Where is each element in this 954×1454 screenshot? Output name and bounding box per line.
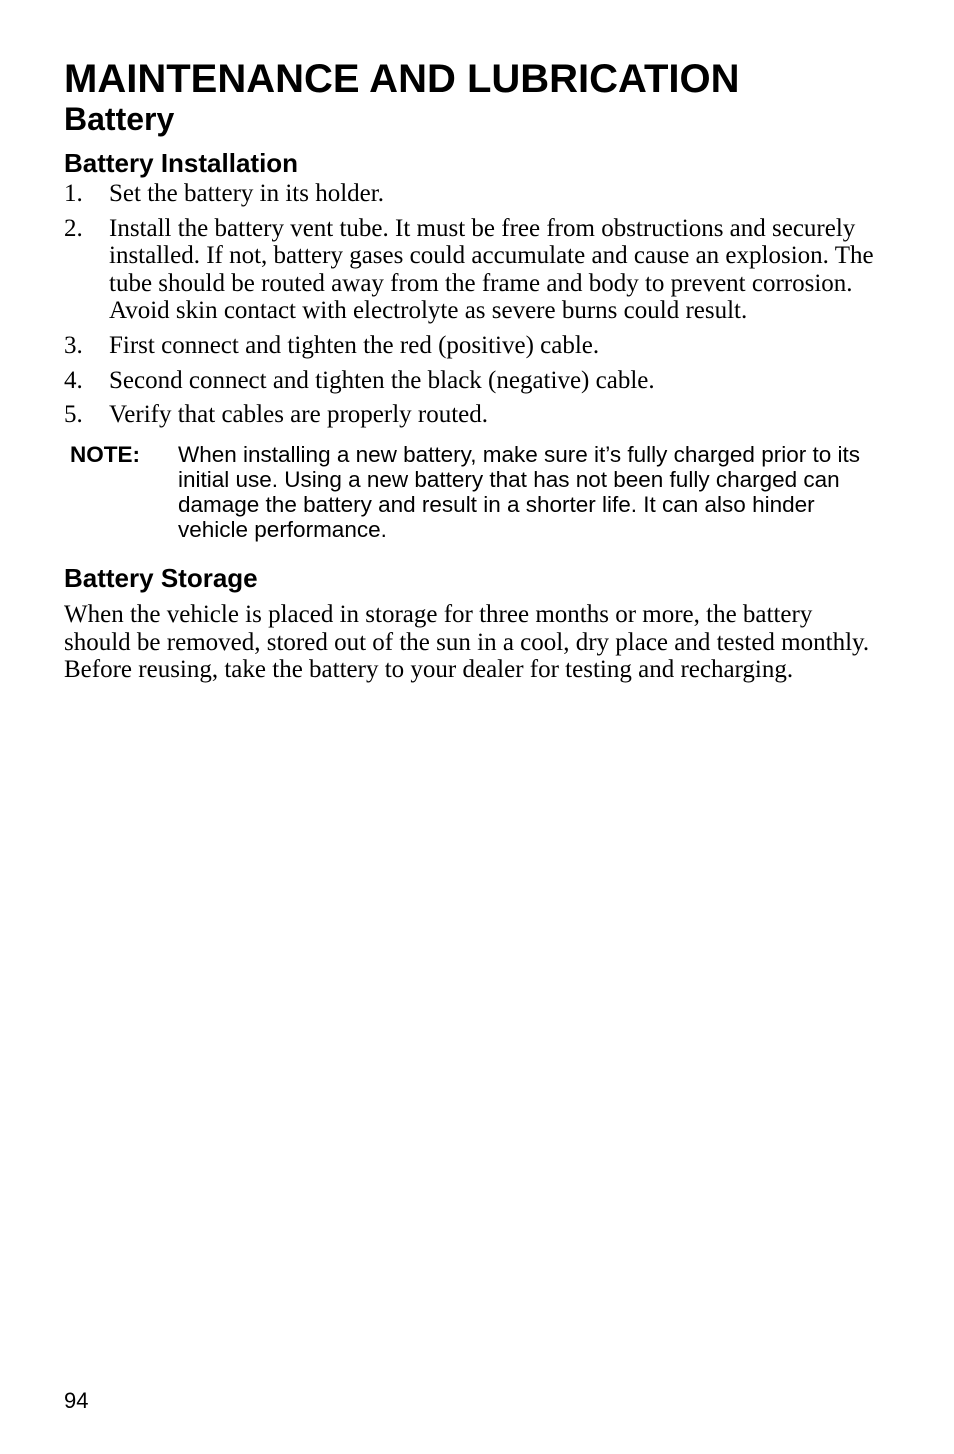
- list-item: [64, 215, 884, 325]
- manual-page: [64, 56, 884, 684]
- storage-heading: Battery Storage: [64, 562, 258, 593]
- step-number: 2.: [64, 214, 83, 242]
- topic-title: Battery: [64, 101, 175, 137]
- note-block: [64, 442, 884, 542]
- list-item: [64, 180, 884, 208]
- note-label: NOTE:: [70, 441, 140, 467]
- step-number: 5.: [64, 401, 83, 429]
- list-item: [64, 367, 884, 395]
- step-text: Second connect and tighten the black (negative) cable.: [109, 366, 655, 394]
- step-number: 3.: [64, 331, 83, 359]
- installation-heading: Battery Installation: [64, 148, 299, 178]
- step-text: Install the battery vent tube. It must be free from obstructions and securely installed. If not, battery gases could accumulate and cause an explosion. The tube should be routed away from the frame and body to prevent corrosion. Avoid skin contact with electrolyte as severe burns could result.: [109, 214, 874, 325]
- storage-paragraph: When the vehicle is placed in storage for three months or more, the battery should be removed, stored out of the sun in a cool, dry place and tested monthly. Before reusing, take the battery to your dealer for testing and recharging.: [64, 600, 870, 684]
- list-item: [64, 401, 884, 429]
- section-title: MAINTENANCE AND LUBRICATION: [64, 57, 740, 101]
- step-text: Verify that cables are properly routed.: [109, 401, 489, 429]
- step-text: Set the battery in its holder.: [109, 180, 384, 207]
- installation-steps: [64, 180, 884, 429]
- list-item: [64, 332, 884, 360]
- step-number: 4.: [64, 366, 83, 394]
- step-text: First connect and tighten the red (positive) cable.: [109, 331, 600, 359]
- page-number: 94: [64, 1388, 89, 1413]
- step-number: 1.: [64, 180, 83, 207]
- note-text: When installing a new battery, make sure it’s fully charged prior to its initial use. Using a new battery that has not been fully charged can damage the battery and result in a shorter life. It can also hinder vehicle performance.: [178, 441, 860, 542]
